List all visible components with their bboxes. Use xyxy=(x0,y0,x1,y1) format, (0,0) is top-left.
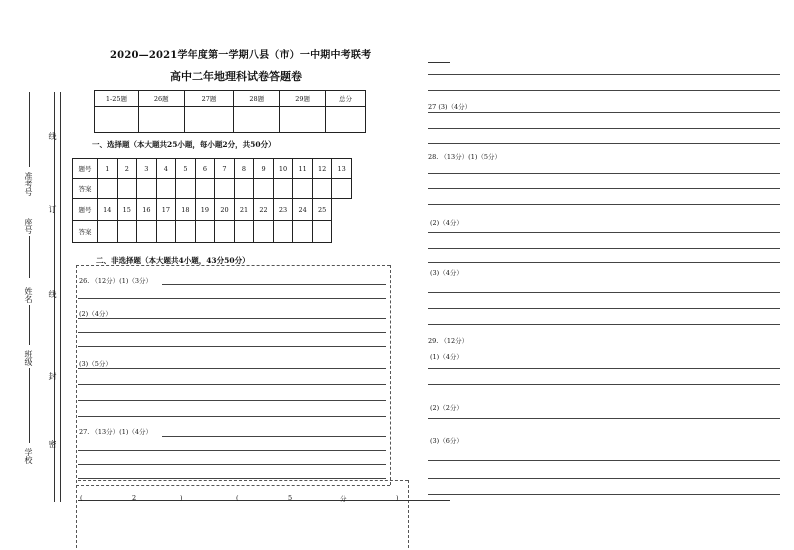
score-cell[interactable] xyxy=(280,107,326,133)
answer-line xyxy=(78,464,386,465)
answer-line xyxy=(428,143,780,144)
choice-number: 7 xyxy=(215,159,235,179)
row-label-num: 题号 xyxy=(73,159,98,179)
score-table xyxy=(94,90,366,133)
frame-bottom xyxy=(76,485,390,486)
field-name: 姓名 xyxy=(24,287,33,303)
answer-line xyxy=(428,460,780,461)
strip-top xyxy=(78,480,408,481)
answer-cell[interactable] xyxy=(195,179,215,199)
answer-line xyxy=(162,436,386,437)
answer-line xyxy=(428,478,780,479)
choice-number: 15 xyxy=(117,199,137,221)
score-cell[interactable] xyxy=(184,107,234,133)
answer-line xyxy=(428,368,780,369)
answer-cell[interactable] xyxy=(117,179,137,199)
seal-char-xian: 线 xyxy=(48,290,57,298)
answer-line xyxy=(428,324,780,325)
answer-cell[interactable] xyxy=(273,179,293,199)
answer-cell[interactable] xyxy=(254,221,274,243)
score-cell[interactable] xyxy=(234,107,280,133)
row-label-ans: 答案 xyxy=(73,221,98,243)
answer-line xyxy=(78,318,386,319)
strip-char: 分 xyxy=(340,495,347,503)
answer-cell[interactable] xyxy=(234,179,254,199)
choice-number: 11 xyxy=(293,159,313,179)
q26-2-label: (2)（4分） xyxy=(79,310,112,318)
exam-title: 2020—2021学年度第一学期八县（市）一中期中考联考 xyxy=(110,50,372,61)
answer-line xyxy=(78,368,386,369)
score-cell[interactable] xyxy=(138,107,184,133)
choice-number: 5 xyxy=(176,159,196,179)
q26-3-label: (3)（5分） xyxy=(79,360,112,368)
score-header: 27题 xyxy=(184,91,234,107)
field-exam-number-line xyxy=(29,92,30,167)
answer-line xyxy=(428,128,780,129)
seal-char-mi: 密 xyxy=(48,440,57,448)
choice-table xyxy=(72,158,352,243)
choice-number: 4 xyxy=(156,159,176,179)
answer-cell[interactable] xyxy=(156,179,176,199)
answer-line xyxy=(78,416,386,417)
answer-line xyxy=(78,478,386,479)
answer-cell[interactable] xyxy=(293,221,313,243)
answer-line xyxy=(162,284,386,285)
section2-title: 二、非选择题（本大题共4小题，43分50分） xyxy=(96,256,250,265)
strip-char: ) xyxy=(396,494,399,502)
answer-line xyxy=(78,450,386,451)
answer-cell[interactable] xyxy=(137,221,157,243)
answer-cell[interactable] xyxy=(312,221,332,243)
score-header: 总分 xyxy=(326,91,366,107)
answer-line xyxy=(78,298,386,299)
sheet-title: 高中二年地理科试卷答题卷 xyxy=(170,70,302,83)
score-header: 29题 xyxy=(280,91,326,107)
choice-number: 19 xyxy=(195,199,215,221)
field-seat: 座号 xyxy=(24,218,33,234)
answer-cell[interactable] xyxy=(176,221,196,243)
frame-right xyxy=(390,265,391,485)
q28-2-label: (2)（4分） xyxy=(430,219,463,227)
choice-number: 1 xyxy=(98,159,118,179)
binding-line-right xyxy=(60,92,61,502)
answer-cell[interactable] xyxy=(98,221,118,243)
q28-3-label: (3)（4分） xyxy=(430,269,463,277)
answer-line xyxy=(428,308,780,309)
q28-label: 28. （13分）(1)（5分） xyxy=(428,153,502,161)
answer-line xyxy=(78,332,386,333)
answer-line xyxy=(428,292,780,293)
choice-number: 10 xyxy=(273,159,293,179)
choice-number: 20 xyxy=(215,199,235,221)
answer-cell[interactable] xyxy=(254,179,274,199)
q27-3-label: 27 (3)（4分） xyxy=(428,103,472,111)
q29-3-label: (3)（6分） xyxy=(430,437,463,445)
choice-number: 12 xyxy=(312,159,332,179)
answer-cell[interactable] xyxy=(234,221,254,243)
answer-cell[interactable] xyxy=(195,221,215,243)
field-seat-line xyxy=(29,236,30,278)
section1-title: 一、选择题（本大题共25小题，每小题2分，共50分） xyxy=(92,140,276,149)
answer-line xyxy=(78,346,386,347)
row-label-ans: 答案 xyxy=(73,179,98,199)
answer-cell[interactable] xyxy=(215,179,235,199)
strip-right xyxy=(408,480,409,548)
empty-cell xyxy=(332,199,352,221)
answer-cell[interactable] xyxy=(117,221,137,243)
answer-line xyxy=(78,400,386,401)
choice-number: 24 xyxy=(293,199,313,221)
answer-cell[interactable] xyxy=(215,221,235,243)
choice-number: 22 xyxy=(254,199,274,221)
answer-cell[interactable] xyxy=(137,179,157,199)
answer-cell[interactable] xyxy=(273,221,293,243)
strip-char: ( xyxy=(80,494,83,502)
strip-char: ( xyxy=(236,494,239,502)
short-line xyxy=(428,62,450,63)
answer-line xyxy=(428,232,780,233)
answer-line xyxy=(78,384,386,385)
choice-number: 13 xyxy=(332,159,352,179)
choice-number: 6 xyxy=(195,159,215,179)
answer-line xyxy=(428,262,780,263)
answer-line xyxy=(428,188,780,189)
score-header: 1-25题 xyxy=(95,91,139,107)
answer-line xyxy=(428,248,780,249)
field-class-line xyxy=(29,368,30,443)
seal-char-feng: 封 xyxy=(48,372,57,380)
strip-char: 2 xyxy=(132,494,137,502)
answer-line xyxy=(428,204,780,205)
field-class: 班级 xyxy=(24,350,33,366)
choice-number: 9 xyxy=(254,159,274,179)
seal-char-ding: 订 xyxy=(48,205,57,213)
answer-cell[interactable] xyxy=(156,221,176,243)
q27-label: 27. （13分）(1)（4分） xyxy=(79,428,153,436)
q29-2-label: (2)（2分） xyxy=(430,404,463,412)
empty-cell xyxy=(332,221,352,243)
answer-line xyxy=(428,74,780,75)
answer-line xyxy=(428,418,780,419)
answer-line xyxy=(428,90,780,91)
score-cell[interactable] xyxy=(326,107,366,133)
answer-line xyxy=(428,112,780,113)
answer-cell[interactable] xyxy=(176,179,196,199)
choice-number: 18 xyxy=(176,199,196,221)
answer-line xyxy=(428,384,780,385)
field-school: 学校 xyxy=(24,448,33,464)
score-cell[interactable] xyxy=(95,107,139,133)
strip-char: ) xyxy=(180,494,183,502)
choice-number: 2 xyxy=(117,159,137,179)
answer-line xyxy=(428,494,780,495)
answer-cell[interactable] xyxy=(332,179,352,199)
score-header: 28题 xyxy=(234,91,280,107)
frame-left xyxy=(76,265,77,548)
choice-number: 8 xyxy=(234,159,254,179)
answer-cell[interactable] xyxy=(293,179,313,199)
choice-number: 21 xyxy=(234,199,254,221)
row-label-num: 题号 xyxy=(73,199,98,221)
q29-label: 29. （12分） xyxy=(428,337,469,345)
score-header: 26题 xyxy=(138,91,184,107)
choice-number: 14 xyxy=(98,199,118,221)
choice-number: 23 xyxy=(273,199,293,221)
q29-1-label: (1)（4分） xyxy=(430,353,463,361)
strip-char: 5 xyxy=(288,494,293,502)
field-name-line xyxy=(29,305,30,345)
choice-number: 17 xyxy=(156,199,176,221)
answer-cell[interactable] xyxy=(98,179,118,199)
choice-number: 3 xyxy=(137,159,157,179)
frame-top xyxy=(76,265,390,266)
field-exam-number: 准考号 xyxy=(24,172,33,196)
answer-cell[interactable] xyxy=(312,179,332,199)
choice-number: 25 xyxy=(312,199,332,221)
answer-line xyxy=(428,173,780,174)
seal-char-xian-top: 线 xyxy=(48,132,57,140)
choice-number: 16 xyxy=(137,199,157,221)
q26-label: 26. （12分）(1)（3分） xyxy=(79,277,153,285)
